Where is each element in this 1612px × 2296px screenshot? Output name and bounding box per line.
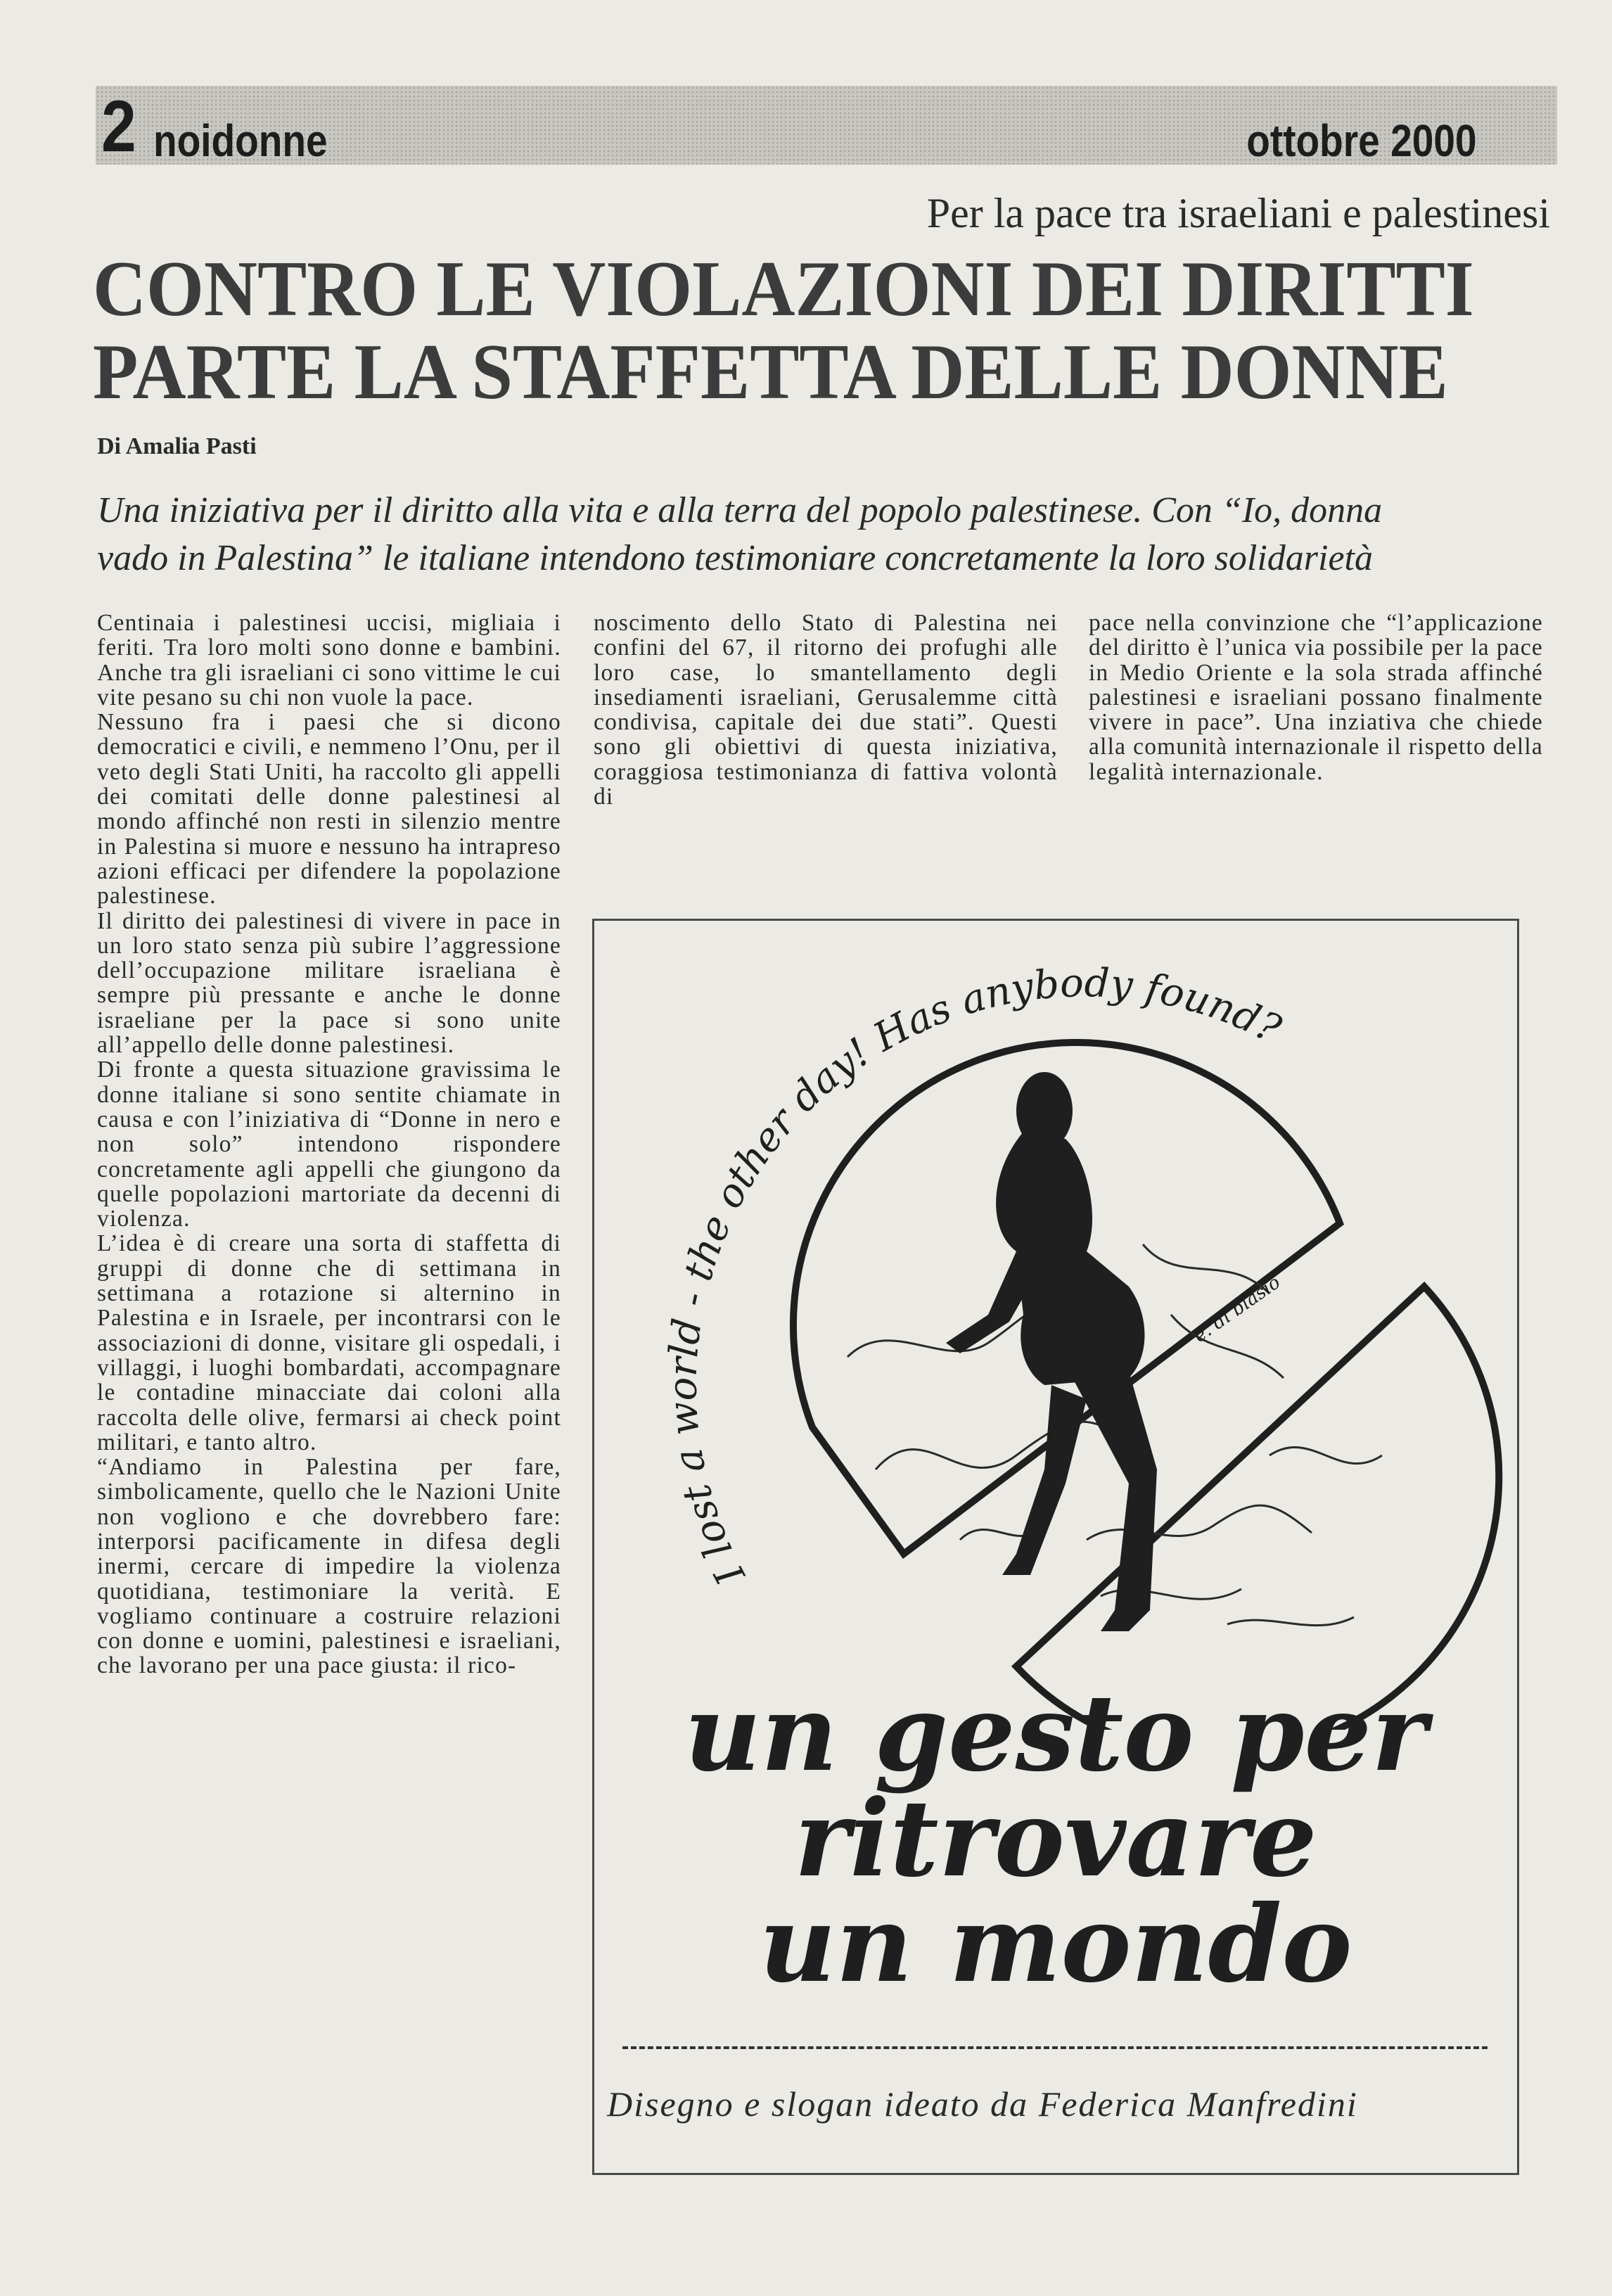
illustration-box [592,919,1519,2175]
paragraph: pace nella convinzione che “l’applicazione del diritto è l’unica via possibile per la pace in Medio Oriente e la sola strada affinché palestinesi e israeliani possano finalmente vivere in pace”. Una inziativa che chiede alla comunità internazionale il rispetto della legalità internazionale. [1089,610,1543,785]
paragraph: Di fronte a questa situazione gravissima le donne italiane si sono sentite chiamate in causa e con l’iniziativa di “Donne in nero e non solo” intendono rispondere concretamente agli appelli che giungono da quelle popolazioni martoriate da decenni di violenza. [97,1057,561,1232]
page-number: 2 [101,86,136,167]
paragraph: noscimento dello Stato di Palestina nei confini del 67, il ritorno dei profughi alle loro case, lo smantellamento degli insediamenti israeliani, Gerusalemme città condivisa, capitale dei due stati”. Questi sono gli obiettivi di questa iniziativa, coraggiosa testimonianza di fattiva volontà di [594,610,1058,810]
handwritten-caption: I lost a world - the other day! Has anybody found? [660,959,1288,1593]
slogan-line-2: ritrovare [794,1777,1317,1901]
headline-line-2: PARTE LA STAFFETTA DELLE DONNE [93,329,1448,416]
paragraph: L’idea è di creare una sorta di staffetta di gruppi di donne che di settimana in settimana a rotazione si alternino in Palestina e in Israele, per incontrarsi con le associazioni di donne, visitare gli ospedali, i villaggi, i luoghi bombardati, accompagnare le contadine minacciate dai coloni alla raccolta delle olive, fermarsi ai check point militari, e tanto altro. [97,1230,561,1455]
illustration-credit: Disegno e slogan ideato da Federica Manfredini [607,2084,1358,2124]
woman-silhouette [946,1072,1157,1631]
issue-date: ottobre 2000 [1246,115,1477,166]
publication-name: noidonne [153,115,328,166]
paragraph: “Andiamo in Palestina per fare, simbolicamente, quello che le Nazioni Unite non vogliono e che dovrebbero fare: interporsi pacificamente in difesa degli inermi, cercare di impedire la violenza quotidiana, testimoniare la verità. E vogliamo continuare a costruire relazioni con donne e uomini, palestinesi e israeliani, che lavorano per una pace giusta: il rico- [97,1454,561,1679]
article-headline [93,245,1474,416]
world-woman-drawing [594,921,1517,1730]
paragraph: Centinaia i palestinesi uccisi, migliaia i feriti. Tra loro molti sono donne e bambini. Anche tra gli israeliani ci sono vittime le cui vite pesano su chi non vuole la pace. [97,610,561,710]
headline-line-1: CONTRO LE VIOLAZIONI DEI DIRITTI [93,245,1474,333]
standfirst-line-1: Una iniziativa per il diritto alla vita e alla terra del popolo palestinese. Con “Io, donna [97,490,1383,530]
article-column-1 [97,611,561,1678]
paragraph: Il diritto dei palestinesi di vivere in pace in un loro stato senza più subire l’aggressione dell’occupazione militare israeliana è sempre più pressante e anche le donne israeliane per la pace si sono unite all’appello delle donne palestinesi. [97,907,561,1059]
dashed-divider [622,2046,1488,2049]
article-column-2 [594,611,1058,809]
paragraph: Nessuno fra i paesi che si dicono democratici e civili, e nemmeno l’Onu, per il veto degli Stati Uniti, ha raccolto gli appelli dei comitati delle donne palestinesi al mondo affinché non resti in silenzio mentre in Palestina si muore e nessuno ha intrapreso azioni efficaci per difendere la popolazione palestinese. [97,709,561,910]
slogan [594,1671,1517,2006]
standfirst-line-2: vado in Palestina” le italiane intendono testimoniare concretamente la loro solidarietà [97,538,1373,578]
article-column-3 [1089,611,1543,784]
artist-signature: e. di blasio [1189,1272,1285,1347]
article-kicker: Per la pace tra israeliani e palestinesi [926,190,1550,236]
slogan-line-1: un gesto per [684,1671,1427,1795]
slogan-line-3: un mondo [759,1882,1352,2006]
byline: Di Amalia Pasti [97,433,257,459]
standfirst [97,487,1574,582]
